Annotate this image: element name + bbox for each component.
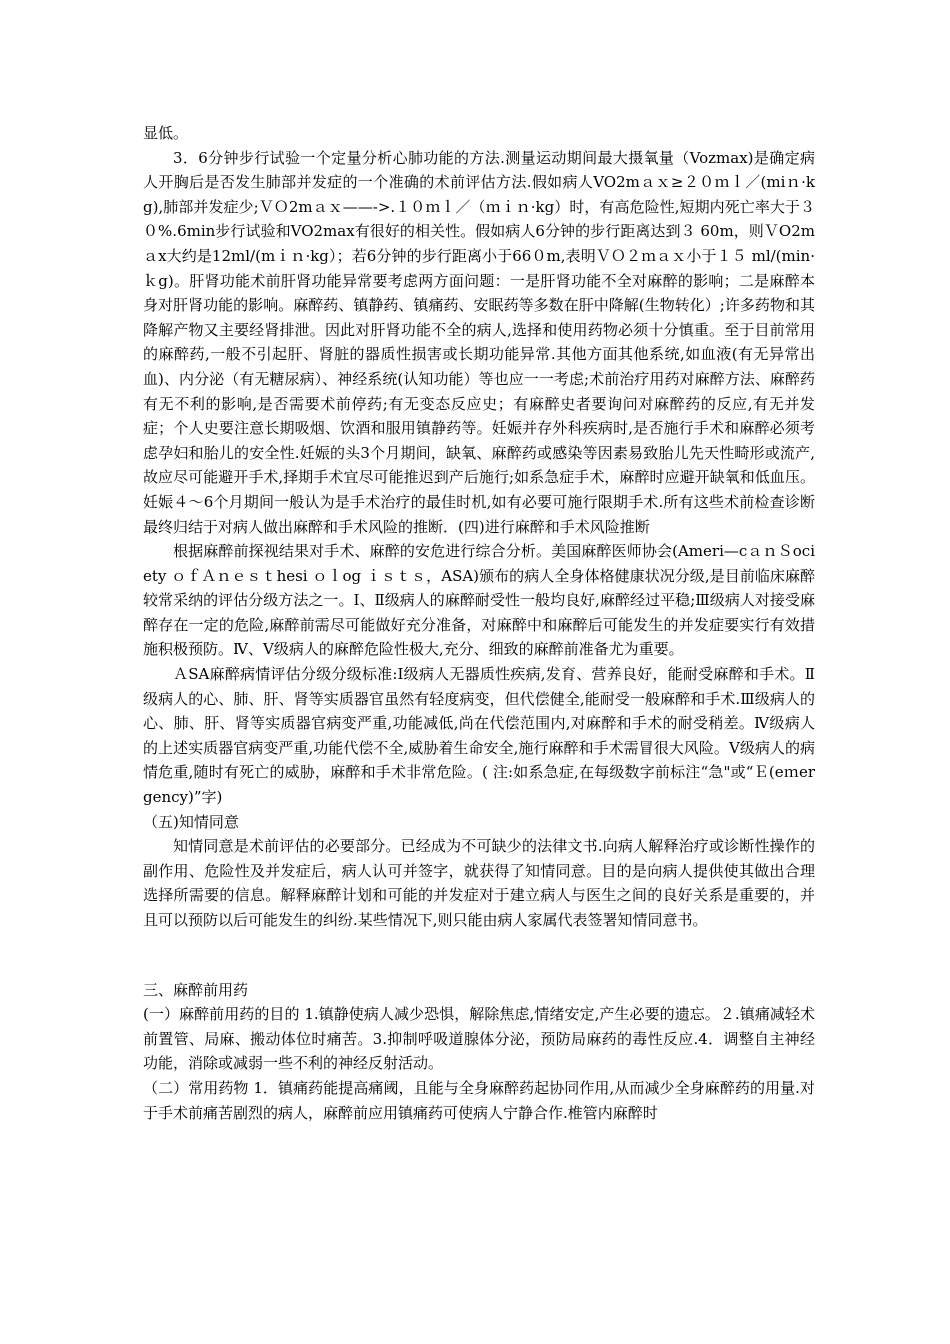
- paragraph-asa-criteria: ＡSA麻醉病情评估分级分级标准:I级病人无器质性疾病,发育、营养良好，能耐受麻醉和手术。Ⅱ级病人的心、肺、肝、肾等实质器官虽然有轻度病变，但代偿健全,能耐受一般麻醉和手术.Ⅲ级病人的心、肺、肝、肾等实质器官病变严重,功能减低,尚在代偿范围内,对麻醉和手术的耐受稍差。Ⅳ级病人的上述实质器官病变严重,功能代偿不全,威胁着生命安全,施行麻醉和手术需冒很大风险。Ⅴ级病人的病情危重,随时有死亡的威胁，麻醉和手术非常危险。( 注:如系急症,在每级数字前标注“急"或“Ｅ(eｍergency)”字): [143, 665, 815, 807]
- section-heading-premedication: 三、麻醉前用药: [143, 980, 249, 999]
- paragraph-informed-consent: 知情同意是术前评估的必要部分。已经成为不可缺少的法律文书.向病人解释治疗或诊断性操作的副作用、危险性及并发症后，病人认可并签字，就获得了知情同意。目的是向病人提供使其做出合理选择所需要的信息。解释麻醉计划和可能的并发症对于建立病人与医生之间的良好关系是重要的，并且可以预防以后可能发生的纠纷.某些情况下,则只能由病人家属代表签署知情同意书。: [143, 837, 815, 929]
- document-page: [143, 121, 815, 1125]
- paragraph-walk-test-liver-kidney: 3．6分钟步行试验一个定量分析心肺功能的方法.测量运动期间最大摄氧量（Vozmax)是确定病人开胸后是否发生肺部并发症的一个准确的术前评估方法.假如病人VO2mａｘ≥２０ｍｌ／(miｎ·kg),肺部并发症少;ＶＯ2mａｘ——->.１０ｍｌ／（ｍｉｎ·kg）时，有高危险性,短期内死亡率大于３０%.6min步行试验和VO2max有很好的相关性。假如病人6分钟的步行距离达到３ 60m，则ＶO2mａx大约是12ml/(mｉｎ·kg）；若6分钟的步行距离小于66０m,表明ＶＯ２ｍａｘ小于１５ ml/(min·ｋg)。肝肾功能术前肝肾功能异常要考虑两方面问题：一是肝肾功能不全对麻醉的影响；二是麻醉本身对肝肾功能的影响。麻醉药、镇静药、镇痛药、安眠药等多数在肝中降解(生物转化）;许多药物和其降解产物又主要经肾排泄。因此对肝肾功能不全的病人,选择和使用药物必须十分慎重。至于目前常用的麻醉药,一般不引起肝、肾脏的器质性损害或长期功能异常.其他方面其他系统,如血液(有无异常出血)、内分泌（有无糖尿病）、神经系统(认知功能）等也应一一考虑;术前治疗用药对麻醉方法、麻醉药有无不利的影响,是否需要术前停药;有无变态反应史；有麻醉史者要询问对麻醉药的反应,有无并发症；个人史要注意长期吸烟、饮酒和服用镇静药等。妊娠并存外科疾病时,是否施行手术和麻醉必须考虑孕妇和胎儿的安全性.妊娠的头3个月期间，缺氧、麻醉药或感染等因素易致胎儿先天性畸形或流产,故应尽可能避开手术,择期手术宜尽可能推迟到产后施行;如系急症手术，麻醉时应避开缺氧和低血压。妊娠４～6个月期间一般认为是手术治疗的最佳时机,如有必要可施行限期手术.所有这些术前检查诊断最终归结于对病人做出麻醉和手术风险的推断．(四)进行麻醉和手术风险推断: [143, 148, 815, 536]
- section-spacer: [143, 933, 815, 978]
- paragraph-continuation: 显低。: [143, 124, 189, 142]
- paragraph-asa-overview: 根据麻醉前探视结果对手术、麻醉的安危进行综合分析。美国麻醉医师协会(Ameri—cａｎＳociety ｏｆＡｎｅｓｔhesi ｏｌog ｉｓｔｓ，ASA)颁布的病人全身体格健康状况分级,是目前临床麻醉较常采纳的评估分级方法之一。Ⅰ、Ⅱ级病人的麻醉耐受性一般均良好,麻醉经过平稳;Ⅲ级病人对接受麻醉存在一定的危险,麻醉前需尽可能做好充分准备，对麻醉中和麻醉后可能发生的并发症要实行有效措施积极预防。Ⅳ、Ⅴ级病人的麻醉危险性极大,充分、细致的麻醉前准备尤为重要。: [143, 542, 815, 659]
- paragraph-premedication-purpose: (一）麻醉前用药的目的 1.镇静使病人减少恐惧，解除焦虑,情绪安定,产生必要的遗忘。２.镇痛减轻术前置管、局麻、搬动体位时痛苦。3.抑制呼吸道腺体分泌，预防局麻药的毒性反应.4．调整自主神经功能，消除或减弱一些不利的神经反射活动。: [143, 1005, 815, 1073]
- paragraph-common-drugs: （二）常用药物 1．镇痛药能提高痛阈，且能与全身麻醉药起协同作用,从而减少全身麻醉药的用量.对于手术前痛苦剧烈的病人，麻醉前应用镇痛药可使病人宁静合作.椎管内麻醉时: [143, 1078, 815, 1122]
- heading-informed-consent: （五)知情同意: [143, 812, 239, 831]
